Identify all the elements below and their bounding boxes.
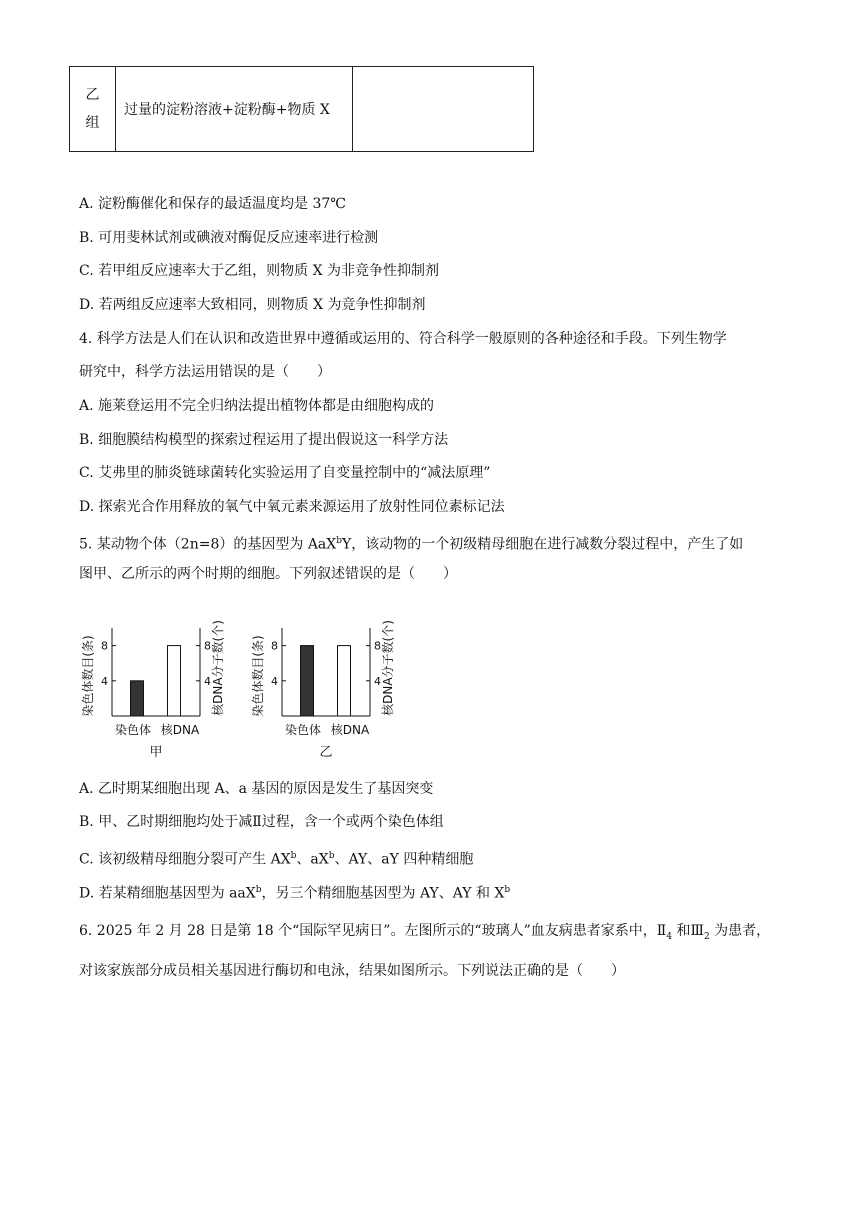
y2-tick-label: 4 (204, 674, 211, 688)
q6-text-2: 和 (672, 923, 691, 939)
bar-chromosome (131, 681, 144, 716)
y2-tick-label: 4 (374, 674, 381, 688)
q3-option-d: D. 若两组反应速率大致相同，则物质 X 为竞争性抑制剂 (79, 297, 426, 313)
q5-option-c-text-2: 、aX (296, 851, 329, 868)
q5-option-c-sup: b (290, 851, 297, 861)
experiment-table (69, 66, 534, 152)
q4-option-c: C. 艾弗里的肺炎链球菌转化实验运用了自变量控制中的“减法原理” (79, 465, 491, 481)
q4-option-b: B. 细胞膜结构模型的探索过程运用了提出假说这一科学方法 (79, 432, 449, 448)
q4-stem-line1: 4. 科学方法是人们在认识和改造世界中遵循或运用的、符合科学一般原则的各种途径和手段。下列生物学 (79, 331, 727, 347)
q3-option-a: A. 淀粉酶催化和保存的最适温度均是 37℃ (79, 196, 346, 212)
q5-option-b: B. 甲、乙时期细胞均处于减Ⅱ过程，含一个或两个染色体组 (79, 814, 444, 830)
group-label-line2: 组 (85, 115, 100, 131)
q6-individual-2: 2 (703, 931, 710, 942)
q6-individual: 4 (666, 931, 673, 942)
q5-option-c (79, 846, 473, 870)
group-result-cell (353, 67, 534, 152)
q5-option-c-sup-2: b (328, 851, 335, 861)
q5-option-c-text: C. 该初级精母细胞分裂可产生 AX (79, 851, 291, 868)
y-axis-label: 染色体数目(条) (81, 635, 95, 717)
q5-stem-line1 (79, 531, 743, 555)
q5-option-d-sup-2: b (504, 885, 511, 895)
q6-stem-line2: 对该家族部分成员相关基因进行酶切和电泳，结果如图所示。下列说法正确的是（ ） (79, 963, 625, 979)
bar-dna (168, 646, 181, 716)
q5-option-d (79, 880, 510, 904)
group-label-line1: 乙 (85, 87, 100, 103)
q5-option-d-text: D. 若某精细胞基因型为 aaX (79, 885, 256, 902)
q5-option-c-text-3: 、AY、aY 四种精细胞 (334, 851, 474, 868)
y-tick-label: 4 (271, 674, 278, 688)
q4-option-a: A. 施莱登运用不完全归纳法提出植物体都是由细胞构成的 (79, 398, 435, 414)
y-tick-label: 8 (271, 639, 278, 653)
q5-stem-line2: 图甲、乙所示的两个时期的细胞。下列叙述错误的是（ ） (79, 566, 457, 582)
q4-option-d: D. 探索光合作用释放的氧气中氧元素来源运用了放射性同位素标记法 (79, 499, 505, 515)
chromosome-dna-charts (80, 606, 420, 766)
y-axis-label: 染色体数目(条) (251, 635, 265, 717)
q6-text-3: 为患者， (709, 923, 771, 939)
q3-option-b: B. 可用斐林试剂或碘液对酶促反应速率进行检测 (79, 230, 379, 246)
chart-title: 甲 (149, 745, 163, 760)
chart-jia (80, 620, 225, 760)
category-label: 染色体 (114, 723, 152, 737)
category-label: 核DNA (330, 723, 370, 737)
bar-dna (338, 646, 351, 716)
q5-option-a: A. 乙时期某细胞出现 A、a 基因的原因是发生了基因突变 (79, 781, 434, 797)
group-label-cell (70, 67, 116, 152)
bar-chromosome (301, 646, 314, 716)
category-label: 核DNA (160, 723, 200, 737)
q3-option-c: C. 若甲组反应速率大于乙组，则物质 X 为非竞争性抑制剂 (79, 263, 439, 279)
q5-option-d-sup: b (255, 885, 262, 895)
table-row (70, 67, 534, 152)
q5-stem-text: 5. 某动物个体（2n=8）的基因型为 AaX (79, 536, 337, 553)
y-tick-label: 4 (101, 674, 108, 688)
category-label: 染色体 (284, 723, 322, 737)
chart-yi (250, 620, 395, 760)
q4-stem-line2: 研究中，科学方法运用错误的是（ ） (79, 364, 331, 380)
y-tick-label: 8 (101, 639, 108, 653)
y2-tick-label: 8 (204, 639, 211, 653)
q6-text: 6. 2025 年 2 月 28 日是第 18 个“国际罕见病日”。左图所示的“玻璃人”血友病患者家系中， (79, 923, 657, 939)
group-contents-cell: 过量的淀粉溶液+淀粉酶+物质 X (116, 67, 353, 152)
q5-option-d-text-2: ，另三个精细胞基因型为 AY、AY 和 X (261, 885, 505, 902)
chart-title: 乙 (319, 745, 333, 760)
y2-axis-label: 核DNA分子数(个) (211, 620, 225, 716)
q5-stem-text-2: Y，该动物的一个初级精母细胞在进行减数分裂过程中，产生了如 (342, 536, 744, 553)
y2-tick-label: 8 (374, 639, 381, 653)
q6-stem-line1 (79, 921, 770, 947)
q6-generation-2: Ⅲ (690, 923, 704, 939)
q5-stem-sup: b (336, 536, 343, 546)
y2-axis-label: 核DNA分子数(个) (381, 620, 395, 716)
q6-generation: Ⅱ (656, 923, 667, 939)
